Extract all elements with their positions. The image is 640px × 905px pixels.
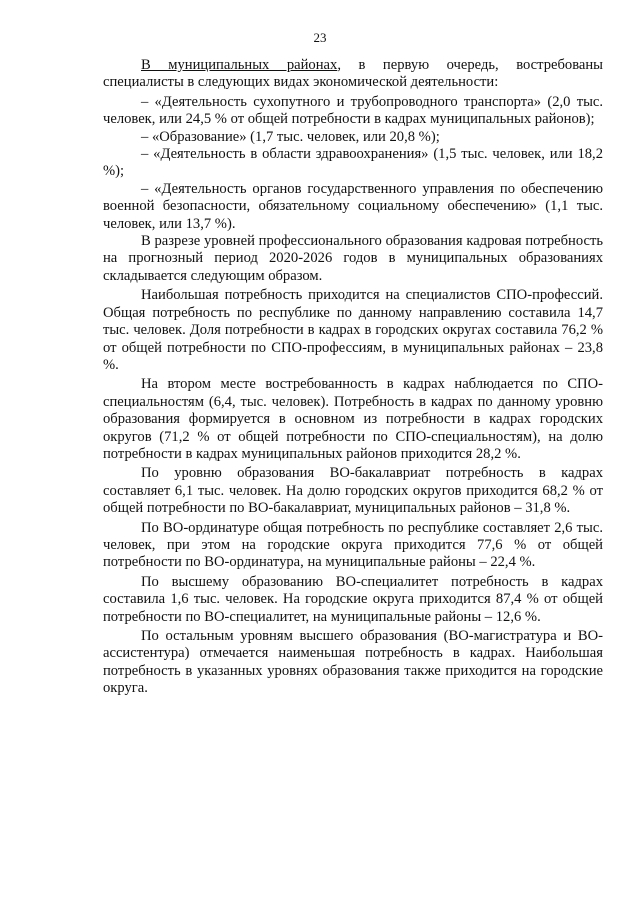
paragraph: Наибольшая потребность приходится на специалистов СПО-профессий. Общая потребность по республике по данному направлению составила 14,7 тыс. человек. Доля потребности в кадрах в городских округах составила 76,2 % от общей потребности по СПО-профессиям, в муниципальных районах – 23,8 %. xyxy=(103,287,603,373)
page-number: 23 xyxy=(313,30,327,45)
list-item: – «Деятельность сухопутного и трубопроводного транспорта» (2,0 тыс. человек, или 24,5 % от общей потребности в кадрах муниципальных районов); xyxy=(103,93,603,128)
intro-underlined: В муниципальных районах xyxy=(141,57,338,73)
paragraph: На втором месте востребованность в кадрах наблюдается по СПО-специальностям (6,4, тыс. человек). Потребность в кадрах по данному уровню образования формируется в основном из потребности в кадрах городских округов (71,2 % от общей потребности по СПО-специальностям), на долю потребности в кадрах муниципальных районов приходится 28,2 %. xyxy=(103,376,603,462)
paragraph: По высшему образованию ВО-специалитет потребность в кадрах составила 1,6 тыс. человек. На городские округа приходится 87,4 % от общей потребности по ВО-специалитет, на муниципальные районы – 12,6 %. xyxy=(103,573,603,625)
document-body xyxy=(103,57,603,700)
paragraph: В разрезе уровней профессионального образования кадровая потребность на прогнозный период 2020-2026 годов в муниципальных образованиях складывается следующим образом. xyxy=(103,233,603,284)
list-item: – «Деятельность в области здравоохранения» (1,5 тыс. человек, или 18,2 %); xyxy=(103,146,603,180)
paragraph: По ВО-ординатуре общая потребность по республике составляет 2,6 тыс. человек, при этом на городские округа приходится 77,6 % от общей потребности по ВО-ординатура, на муниципальные районы – 22,4 %. xyxy=(103,519,603,571)
intro-paragraph xyxy=(103,57,603,92)
paragraph: По уровню образования ВО-бакалавриат потребность в кадрах составляет 6,1 тыс. человек. На долю городских округов приходится 68,2 % от общей потребности по ВО-бакалавриат, муниципальных районов – 31,8 %. xyxy=(103,465,603,517)
list-item: – «Образование» (1,7 тыс. человек, или 20,8 %); xyxy=(141,128,440,145)
list-item: – «Деятельность органов государственного управления по обеспечению военной безопасности, обязательному социальному обеспечению» (1,1 тыс. человек, или 13,7 %). xyxy=(103,180,603,232)
paragraph: По остальным уровням высшего образования (ВО-магистратура и ВО-ассистентура) отмечается наименьшая потребность в кадрах. Наибольшая потребность в указанных уровнях образования также приходится на городские округа. xyxy=(103,628,603,697)
intro-rest: , в первую очередь, востребованы специалисты в следующих видах экономической деятельности: xyxy=(103,57,603,91)
